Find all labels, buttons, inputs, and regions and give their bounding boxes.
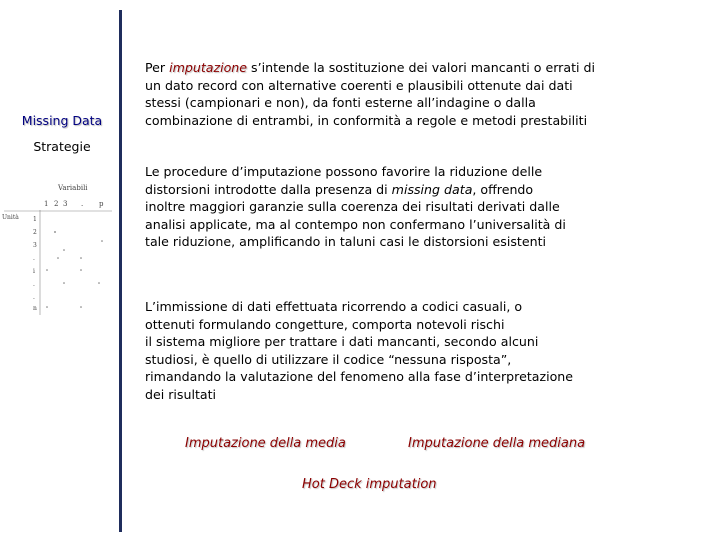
- matrix-row-number: .: [33, 255, 35, 262]
- matrix-col-label: 2: [54, 200, 59, 208]
- italic-term: missing data: [391, 181, 473, 197]
- matrix-row-number: 1: [33, 216, 37, 223]
- paragraph-rest: , offrendo inoltre maggiori garanzie sulla coerenza dei risultati derivati dalle analisi applicate, ma al contempo non confermano l’universalità di tale riduzione, amplificando in taluni casi le distorsioni esistenti: [145, 181, 566, 250]
- matrix-col-label: 3: [63, 200, 68, 208]
- paragraph-risks: L’immissione di dati effettuata ricorrendo a codici casuali, o ottenuti formulando congetture, comporta notevoli rischi il sistema migliore per trattare i dati mancanti, secondo alcuni studiosi, è quello di utilizzare il codice “nessuna risposta”, rimandando la valutazione del fenomeno alla fase d’interpretazione dei risultati: [145, 299, 574, 402]
- data-matrix-thumbnail: [2, 184, 114, 318]
- sidebar-title: Missing Data: [21, 113, 103, 128]
- paragraph-lead: Per: [145, 60, 170, 75]
- matrix-row-number: .: [33, 294, 35, 301]
- paragraph-rest: s’intende la sostituzione dei valori mancanti o errati di un dato record con alternative coerenti e plausibili ottenute dai dati stessi (campionari e non), da fonti esterne all’indagine o dalla combinazione di entrambi, in conformità a regole e metodi prestabiliti: [145, 60, 596, 128]
- matrix-col-label: p: [99, 200, 104, 208]
- sidebar-subtitle: Strategie: [33, 139, 91, 154]
- highlighted-term: imputazione: [169, 60, 248, 75]
- matrix-col-label: 1: [44, 200, 49, 208]
- matrix-row-number: .: [33, 281, 35, 288]
- method-hot-deck: Hot Deck imputation: [302, 477, 437, 492]
- paragraph-procedures: [145, 163, 715, 251]
- method-mean: Imputazione della media: [185, 436, 346, 451]
- matrix-row-number: i: [33, 268, 35, 275]
- matrix-row-number: 2: [33, 229, 37, 236]
- paragraph-definition: [145, 59, 715, 129]
- matrix-dots: [2, 184, 114, 318]
- paragraph-lead: Le procedure d’imputazione possono favorire la riduzione delle distorsioni introdotte dalla presenza di: [145, 164, 543, 197]
- matrix-row-number: 3: [33, 242, 37, 249]
- matrix-row-number: n: [33, 305, 37, 312]
- matrix-col-label: .: [81, 200, 84, 208]
- matrix-row-label: Unità: [2, 214, 19, 221]
- matrix-header: Variabili: [58, 184, 88, 192]
- vertical-divider: [119, 10, 122, 532]
- method-median: Imputazione della mediana: [408, 436, 586, 451]
